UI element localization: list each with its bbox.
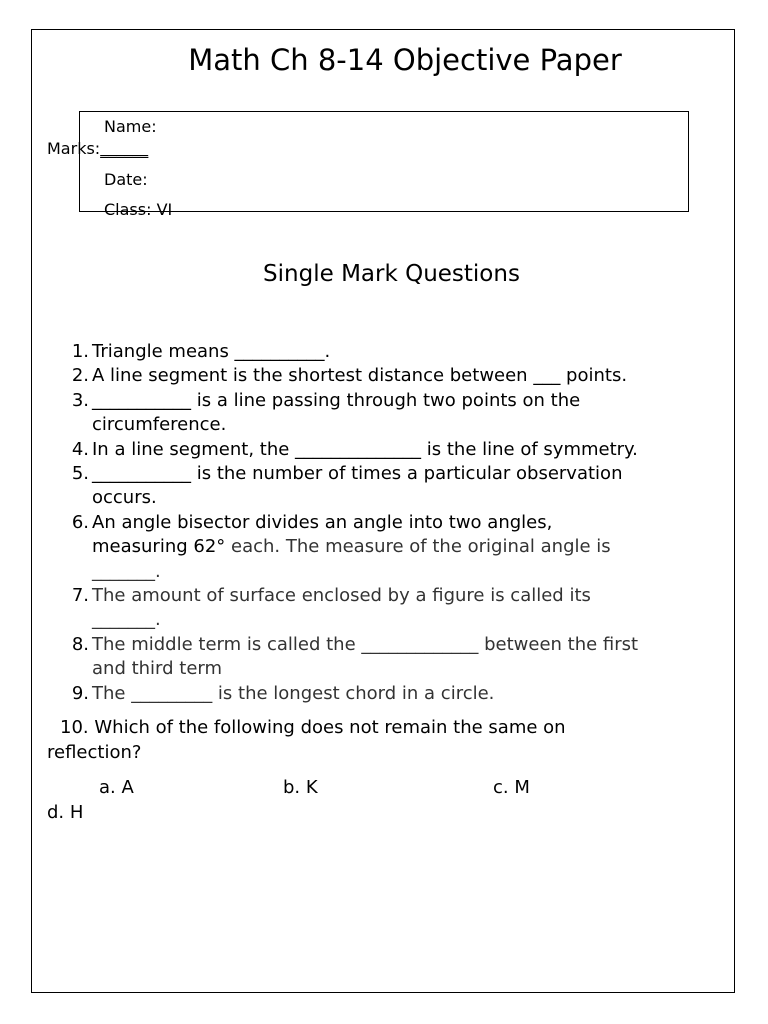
- question-text: The amount of surface enclosed by a figure is called its: [92, 585, 591, 607]
- question-text: ___________ is the number of times a particular observation: [92, 463, 623, 485]
- question-item: [0, 511, 740, 584]
- question-item: [0, 364, 740, 388]
- question-number: 9.: [71, 682, 89, 704]
- question-text-continued: occurs.: [92, 487, 157, 509]
- question-text: A line segment is the shortest distance between ___ points.: [92, 365, 628, 387]
- date-label: Date:: [104, 170, 148, 189]
- question-item: [0, 462, 740, 511]
- page-title: Math Ch 8-14 Objective Paper: [188, 43, 622, 77]
- class-label: Class: VI: [104, 200, 173, 219]
- question-text: An angle bisector divides an angle into two angles,: [92, 511, 553, 533]
- question-item: [0, 340, 740, 364]
- question-number: 3.: [71, 389, 89, 411]
- question-number: 2.: [71, 365, 89, 387]
- question-number: 6.: [71, 511, 89, 533]
- question-blank: _______.: [92, 609, 161, 631]
- question-text-continued: and third term: [92, 658, 223, 680]
- marks-blank: ______: [100, 139, 149, 158]
- option-d: d. H: [47, 802, 84, 823]
- question-text: ___________ is a line passing through two points on the: [92, 389, 581, 411]
- question-text-continued: measuring 62°: [92, 536, 226, 558]
- question-10: [47, 715, 566, 765]
- question-text: Triangle means __________.: [92, 341, 331, 362]
- option-a: a. A: [99, 777, 134, 798]
- question-number: 5.: [71, 463, 89, 485]
- option-c: c. M: [493, 777, 530, 798]
- question-text: The middle term is called the _____________ between the first: [92, 633, 639, 655]
- question-item: [0, 389, 740, 438]
- option-b: b. K: [283, 777, 318, 798]
- question-number: 10.: [60, 717, 89, 738]
- question-number: 8.: [71, 633, 89, 655]
- question-item: [0, 438, 740, 462]
- student-info-box: [79, 111, 689, 212]
- question-text: The _________ is the longest chord in a circle.: [92, 682, 495, 704]
- question-blank: _______.: [92, 560, 161, 582]
- question-number: 1.: [71, 341, 89, 362]
- marks-field: [47, 139, 148, 159]
- question-text-continued: each. The measure of the original angle is: [225, 536, 611, 558]
- question-item: [0, 633, 740, 682]
- marks-label: Marks:: [47, 139, 101, 158]
- question-number: 7.: [71, 585, 89, 607]
- question-text: In a line segment, the ______________ is the line of symmetry.: [92, 438, 638, 460]
- question-list: [0, 340, 740, 706]
- question-item: [0, 584, 740, 633]
- question-text-continued: circumference.: [92, 414, 227, 436]
- section-title: Single Mark Questions: [263, 261, 520, 287]
- question-text-continued: reflection?: [47, 742, 142, 763]
- question-text: Which of the following does not remain the same on: [88, 717, 566, 738]
- question-item: [0, 682, 740, 706]
- question-number: 4.: [71, 438, 89, 460]
- name-label: Name:: [104, 117, 157, 136]
